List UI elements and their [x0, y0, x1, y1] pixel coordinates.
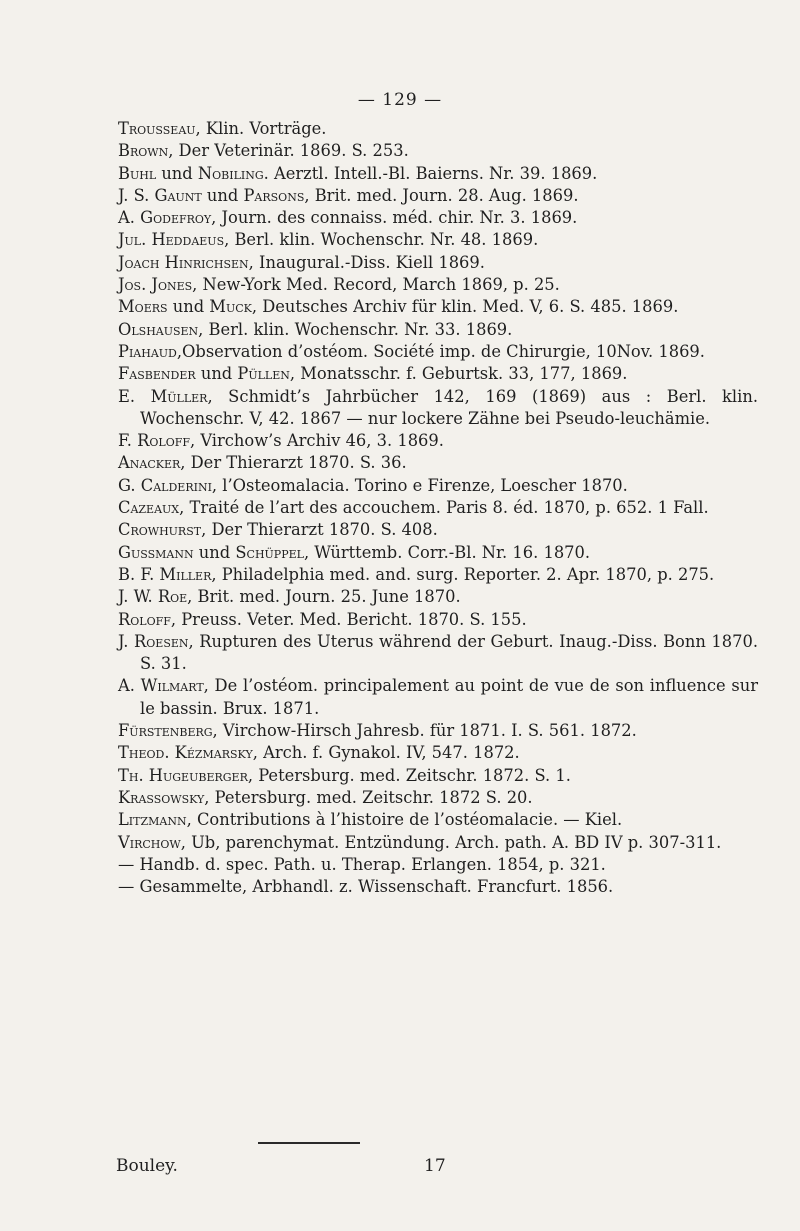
bibliography-entry	[118, 475, 758, 497]
entry-citation: New-York Med. Record, March 1869, p. 25.	[197, 275, 560, 295]
entry-citation: Monatsschr. f. Geburtsk. 33, 177, 1869.	[295, 364, 628, 384]
entry-author: Theod. Kézmarsky,	[118, 743, 258, 763]
entry-author: Jul. Heddaeus,	[118, 230, 230, 250]
entry-author: Roloff,	[118, 609, 177, 629]
entry-citation: Virchow-Hirsch Jahresb. für 1871. I. S. 561. 1872.	[217, 721, 637, 741]
entry-author: B. F. Miller,	[118, 564, 217, 584]
entry-author: Cazeaux,	[118, 498, 185, 518]
entry-citation: Preuss. Veter. Med. Bericht. 1870. S. 155.	[176, 609, 527, 629]
bibliography-entry	[118, 252, 758, 274]
entry-citation: Observation d’ostéom. Société imp. de Chirurgie, 10Nov. 1869.	[182, 341, 705, 361]
entry-citation: Brit. med. Journ. 28. Aug. 1869.	[309, 185, 579, 205]
bibliography-entry	[118, 363, 758, 385]
entry-citation: und	[201, 185, 244, 205]
entry-citation: Der Thierarzt 1870. S. 36.	[185, 453, 407, 473]
entry-author: Trousseau,	[118, 119, 201, 138]
entry-author: Jos. Jones,	[118, 275, 198, 295]
signature-number: 17	[424, 1156, 446, 1176]
bibliography-entry	[118, 341, 758, 363]
bibliography-entry	[118, 809, 758, 831]
footer-divider	[258, 1142, 360, 1144]
entry-author: Crowhurst,	[118, 520, 207, 540]
bibliography-entry	[118, 542, 758, 564]
page-number: — 129 —	[357, 90, 443, 110]
entry-citation: Schmidt’s Jahrbücher 142, 169 (1869) aus : Berl. klin. Wochenschr. V, 42. 1867 — nur lockere Zähne bei Pseudo-leuchämie.	[140, 386, 758, 428]
bibliography-entry	[118, 765, 758, 787]
entry-author: Buhl	[118, 163, 157, 183]
bibliography-entry	[118, 274, 758, 296]
entry-author: J. Roesen,	[118, 631, 194, 651]
bibliography-entry	[118, 832, 758, 854]
entry-citation: und	[167, 297, 210, 317]
entry-citation: Traité de l’art des accouchem. Paris 8. éd. 1870, p. 652. 1 Fall.	[184, 498, 709, 518]
entry-citation: Journ. des connaiss. méd. chir. Nr. 3. 1869.	[216, 208, 578, 228]
bibliography-entry	[118, 229, 758, 251]
entry-citation: Ub, parenchymat. Entzündung. Arch. path. A. BD IV p. 307-311.	[185, 832, 722, 852]
entry-citation: Aerztl. Intell.-Bl. Baierns. Nr. 39. 1869.	[268, 163, 598, 183]
entry-author: Nobiling.	[197, 163, 269, 183]
entry-citation: und	[156, 163, 198, 183]
bibliography-entry	[118, 854, 758, 876]
entry-author: A. Godefroy,	[118, 208, 217, 228]
entry-citation: Berl. klin. Wochenschr. Nr. 48. 1869.	[229, 230, 539, 250]
entry-citation: und	[195, 364, 238, 384]
bibliography-entry	[118, 720, 758, 742]
entry-citation: De l’ostéom. principalement au point de vue de son influence sur le bassin. Brux. 1871.	[140, 676, 758, 718]
entry-author: Fasbender	[118, 364, 196, 384]
entry-citation: Klin. Vorträge.	[200, 119, 327, 138]
bibliography-entry	[118, 876, 758, 898]
bibliography-entry	[118, 185, 758, 207]
entry-citation: Virchow’s Archiv 46, 3. 1869.	[195, 431, 444, 451]
entry-author: E. Müller,	[118, 386, 213, 406]
bibliography-entry	[118, 675, 758, 720]
entry-citation: Arch. f. Gynakol. IV, 547. 1872.	[257, 743, 520, 763]
entry-citation: Deutsches Archiv für klin. Med. V, 6. S. 485. 1869.	[257, 297, 679, 317]
bibliography-entry	[118, 519, 758, 541]
entry-citation: Petersburg. med. Zeitschr. 1872 S. 20.	[209, 787, 533, 807]
entry-author: J. W. Roe,	[118, 587, 193, 607]
bibliography-list	[118, 118, 758, 898]
entry-author: Th. Hugeuberger,	[118, 765, 254, 785]
entry-author: J. S. Gaunt	[118, 185, 202, 205]
entry-author: Fürstenberg,	[118, 721, 218, 741]
entry-citation: Inaugural.-Diss. Kiell 1869.	[253, 252, 485, 272]
entry-author: Brown,	[118, 141, 174, 161]
bibliography-entry	[118, 296, 758, 318]
entry-citation: — Gesammelte, Arbhandl. z. Wissenschaft. Francfurt. 1856.	[118, 877, 614, 897]
bibliography-entry	[118, 118, 758, 140]
entry-author: Olshausen,	[118, 319, 204, 339]
bibliography-entry	[118, 586, 758, 608]
bibliography-entry	[118, 742, 758, 764]
bibliography-entry	[118, 430, 758, 452]
entry-author: Muck,	[209, 297, 258, 317]
entry-author: Gussmann	[118, 542, 194, 562]
entry-author: Anacker,	[118, 453, 186, 473]
bibliography-entry	[118, 609, 758, 631]
entry-citation: Rupturen des Uterus während der Geburt. Inaug.-Diss. Bonn 1870. S. 31.	[140, 631, 758, 674]
entry-citation: l’Osteomalacia. Torino e Firenze, Loescher 1870.	[217, 475, 628, 495]
bibliography-entry	[118, 163, 758, 185]
signature-mark: Bouley.	[116, 1156, 178, 1176]
bibliography-entry	[118, 787, 758, 809]
entry-author: F. Roloff,	[118, 431, 196, 451]
bibliography-entry	[118, 140, 758, 162]
entry-author: Virchow,	[118, 832, 186, 852]
bibliography-entry	[118, 386, 758, 431]
entry-author: Joach Hinrichsen,	[118, 252, 254, 272]
entry-citation: Der Thierarzt 1870. S. 408.	[206, 520, 438, 540]
entry-author: Parsons,	[243, 185, 310, 205]
entry-author: G. Calderini,	[118, 475, 218, 495]
bibliography-entry	[118, 207, 758, 229]
bibliography-entry	[118, 631, 758, 676]
entry-author: Püllen,	[237, 364, 296, 384]
entry-author: Schüppel,	[235, 542, 310, 562]
bibliography-entry	[118, 319, 758, 341]
bibliography-entry	[118, 452, 758, 474]
entry-author: Krassowsky,	[118, 787, 210, 807]
entry-citation: und	[193, 542, 236, 562]
entry-citation: Berl. klin. Wochenschr. Nr. 33. 1869.	[203, 319, 513, 339]
entry-citation: Petersburg. med. Zeitschr. 1872. S. 1.	[253, 765, 571, 785]
bibliography-entry	[118, 497, 758, 519]
entry-author: Litzmann,	[118, 810, 192, 830]
entry-citation: Der Veterinär. 1869. S. 253.	[173, 141, 409, 161]
entry-citation: Philadelphia med. and. surg. Reporter. 2. Apr. 1870, p. 275.	[216, 564, 715, 584]
entry-citation: Württemb. Corr.-Bl. Nr. 16. 1870.	[309, 542, 591, 562]
entry-citation: Brit. med. Journ. 25. June 1870.	[192, 587, 461, 607]
entry-author: Piahaud,	[118, 341, 183, 361]
entry-citation: — Handb. d. spec. Path. u. Therap. Erlangen. 1854, p. 321.	[118, 854, 606, 874]
entry-author: A. Wilmart,	[118, 676, 209, 696]
entry-author: Moers	[118, 297, 168, 317]
entry-citation: Contributions à l’histoire de l’ostéomalacie. — Kiel.	[191, 810, 623, 830]
bibliography-entry	[118, 564, 758, 586]
